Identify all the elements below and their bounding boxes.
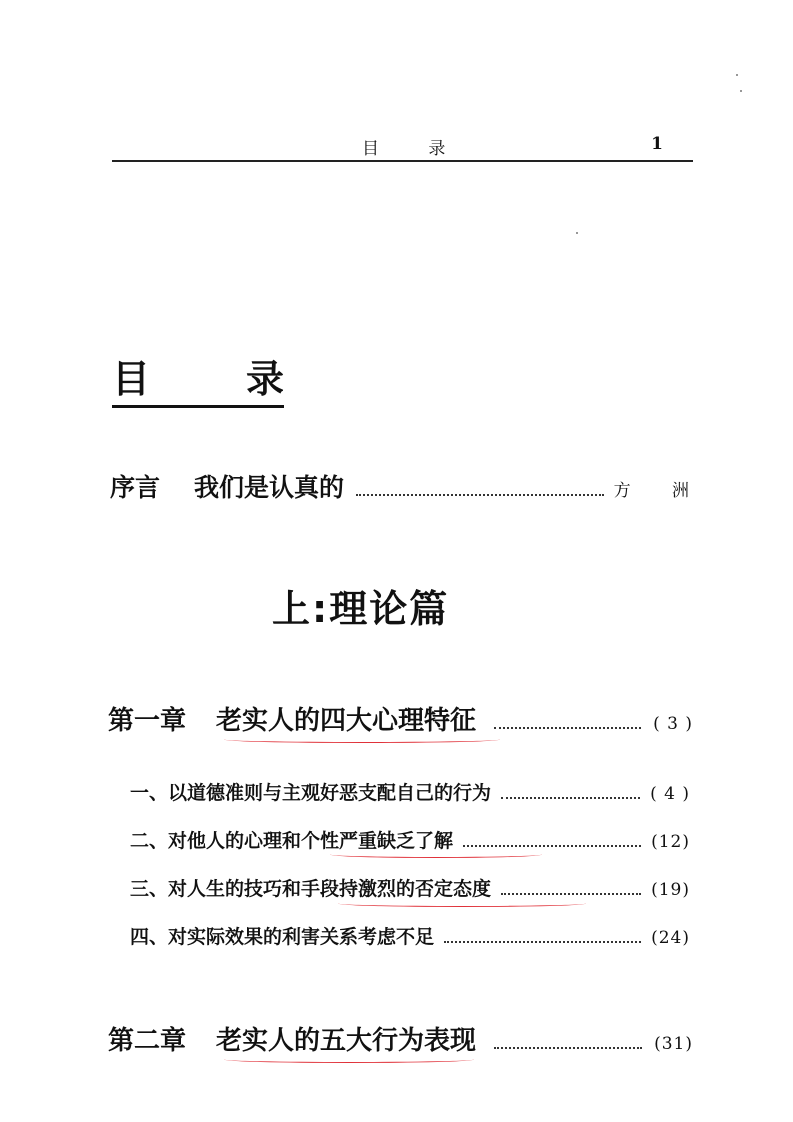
dot-leader — [444, 941, 641, 943]
toc-heading — [112, 348, 284, 408]
section-entry[interactable] — [130, 922, 690, 949]
section-page-ref: (12) — [651, 832, 690, 852]
dot-leader — [501, 797, 640, 799]
dot-leader — [356, 494, 604, 496]
chapter-label: 第一章 — [108, 706, 187, 736]
preface-label: 序言 — [110, 473, 161, 502]
red-underline-annotation — [224, 1056, 474, 1063]
toc-heading-char-2: 录 — [245, 357, 284, 401]
section-entry[interactable] — [130, 826, 690, 853]
toc-heading-char-1: 目 — [112, 357, 151, 401]
scan-speck — [576, 232, 578, 234]
section-title: 三、对人生的技巧和手段持激烈的否定态度 — [130, 878, 492, 900]
section-page-ref: ( 4 ) — [650, 784, 690, 804]
page-number: 1 — [651, 134, 663, 154]
red-underline-annotation — [224, 736, 500, 743]
section-page-ref: (19) — [651, 880, 690, 900]
section-entry[interactable] — [130, 778, 690, 805]
section-entry[interactable] — [130, 874, 690, 901]
dot-leader — [501, 893, 641, 895]
red-underline-annotation — [330, 851, 542, 858]
chapter-title: 老实人的五大行为表现 — [216, 1026, 477, 1056]
scan-speck — [740, 90, 742, 92]
section-title: 四、对实际效果的利害关系考虑不足 — [130, 926, 435, 948]
header-rule — [112, 160, 693, 162]
preface-author: 方 洲 — [613, 481, 707, 501]
running-header-title: 目 录 — [362, 139, 468, 159]
chapter-2-entry[interactable] — [108, 1020, 693, 1057]
scan-speck — [736, 74, 738, 76]
chapter-page-ref: ( 3 ) — [653, 714, 693, 734]
chapter-page-ref: (31) — [654, 1034, 693, 1054]
red-underline-annotation — [338, 900, 586, 907]
dot-leader — [463, 845, 641, 847]
chapter-title: 老实人的四大心理特征 — [216, 706, 477, 736]
dot-leader — [494, 727, 641, 729]
section-title: 二、对他人的心理和个性严重缺乏了解 — [130, 830, 454, 852]
section-title: 一、以道德准则与主观好恶支配自己的行为 — [130, 782, 492, 804]
preface-entry[interactable] — [110, 468, 707, 504]
dot-leader — [494, 1047, 642, 1049]
part-title: 上:理论篇 — [272, 587, 450, 631]
chapter-label: 第二章 — [108, 1026, 187, 1056]
section-page-ref: (24) — [651, 928, 690, 948]
preface-title: 我们是认真的 — [194, 473, 345, 502]
running-header — [112, 130, 693, 160]
chapter-1-entry[interactable] — [108, 700, 693, 737]
